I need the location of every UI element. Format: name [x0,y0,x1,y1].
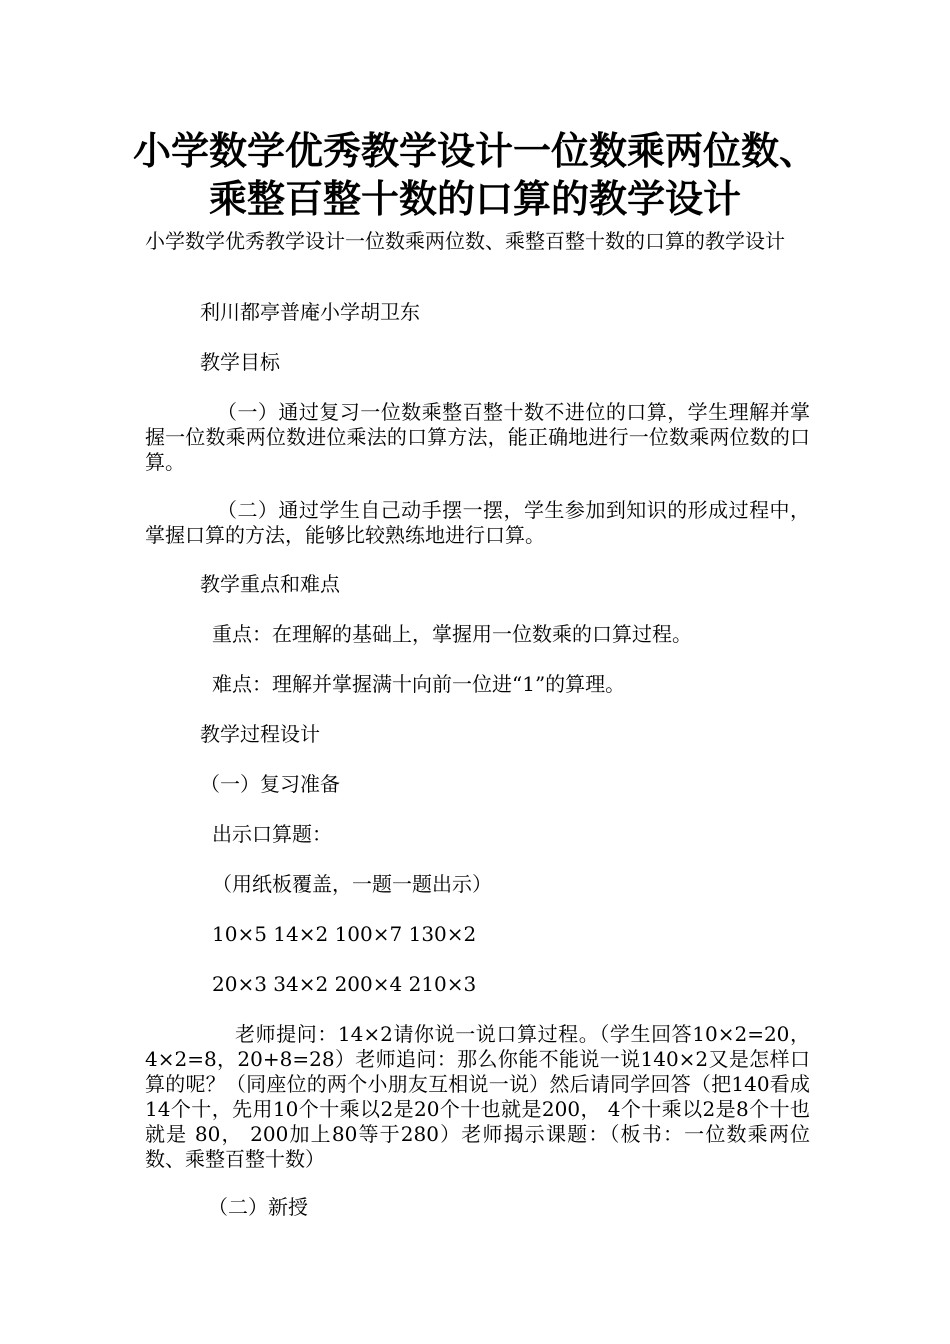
keypoint-line: 重点：在理解的基础上，掌握用一位数乘的口算过程。 [212,622,692,646]
goal-1-paragraph: （一）通过复习一位数乘整百整十数不进位的口算，学生理解并掌握一位数乘两位数进位乘法的口算方法，能正确地进行一位数乘两位数的口算。 [145,400,810,474]
goal-2-paragraph: （二）通过学生自己动手摆一摆，学生参加到知识的形成过程中，掌握口算的方法，能够比较熟练地进行口算。 [145,498,810,547]
problems-row-2: 20×3 34×2 200×4 210×3 [212,972,477,996]
process-heading: 教学过程设计 [200,722,320,746]
section-1-heading: （一）复习准备 [200,772,340,796]
difficulty-line: 难点：理解并掌握满十向前一位进“1”的算理。 [212,672,626,696]
keypoints-heading: 教学重点和难点 [200,572,340,596]
problems-row-1: 10×5 14×2 100×7 130×2 [212,922,477,946]
cover-note-line: （用纸板覆盖，一题一题出示） [212,872,492,896]
document-subtitle: 小学数学优秀教学设计一位数乘两位数、乘整百整十数的口算的教学设计 [145,229,785,253]
author-line: 利川都亭普庵小学胡卫东 [200,300,420,324]
show-problems-line: 出示口算题： [212,822,332,846]
section-2-heading: （二）新授 [208,1195,308,1219]
document-title-line-1: 小学数学优秀教学设计一位数乘两位数、 [132,128,817,173]
teacher-question-paragraph: 老师提问：14×2请你说一说口算过程。（学生回答10×2=20，4×2=8，20+8=28）老师追问：那么你能不能说一说140×2又是怎样口算的呢？（同座位的两个小朋友互相说一说）然后请同学回答（把140看成14个十，先用10个十乘以2是20个十也就是200， 4个十乘以2是8个十也就是 80， 200加上80等于280）老师揭示课题：（板书：一位数乘两位数、乘整百整十数） [145,1022,810,1171]
document-title-line-2: 乘整百整十数的口算的教学设计 [208,176,741,221]
goals-heading: 教学目标 [200,350,280,374]
